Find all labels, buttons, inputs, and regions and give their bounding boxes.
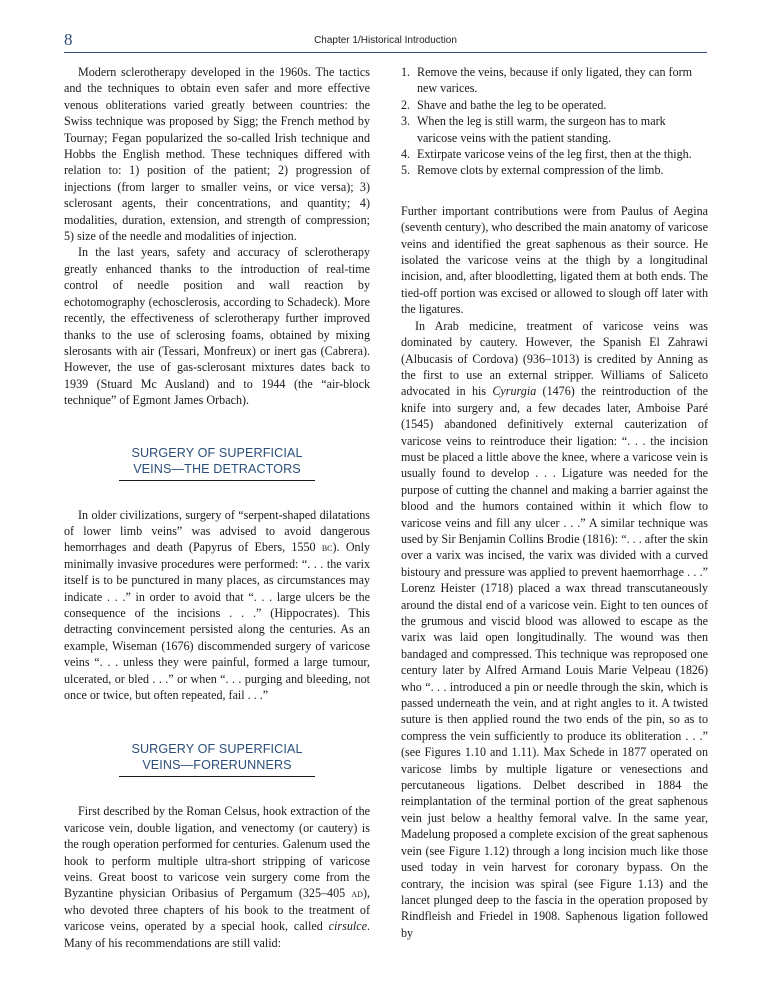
section-heading-line: VEINS—THE DETRACTORS bbox=[133, 461, 301, 476]
page-header bbox=[64, 30, 707, 53]
left-column bbox=[64, 64, 370, 951]
section-heading-detractors bbox=[64, 445, 370, 481]
section-heading-forerunners bbox=[64, 741, 370, 777]
section-heading-line: VEINS—FORERUNNERS bbox=[142, 758, 292, 773]
recommendations-list bbox=[401, 64, 708, 179]
section-heading-line: SURGERY OF SUPERFICIAL bbox=[131, 742, 303, 757]
paragraph-arab-medicine: In Arab medicine, treatment of varicose veins was dominated by cautery. However, the Spanish El Zahrawi (Albucasis of Cordova) (936–1013) is credited by Anning as the first to use an external stripper. Williams of Saliceto advocated in his Cyrurgia (1476) the reintroduction of the knife into surgery and, a few decades later, Amboise Paré (1545) abandoned definitively external cauterization of varicose veins to reintroduce their ligation: “. . . the incision must be placed a little above the knee, where a varicose vein is usually found to develop . . . Ligature was needed for the purpose of cutting the channel and making a barrier against the blood and the humors contained within it which flow to varicose veins and fill any ulcer . . .” A similar technique was used by Sir Benjamin Collins Brodie (1816): “. . . after the skin over a varix was incised, the varix was divided with a curved bistoury and pressure was applied to prevent haemorrhage . . .” Lorenz Heister (1718) placed a wax thread transcutaneously around the distal end of a varicose vein. Eight to ten ounces of the grumous and viscid blood was allowed to escape as the varix was laid open longitudinally. The wound was then bandaged and compressed. This technique was reproposed one century later by Alfred Armand Louis Marie Velpeau (1826) who “. . . introduced a pin or needle through the skin, which is passed underneath the vein, and at right angles to it. A twisted suture is then applied round the two ends of the pin, so as to compress the vein sufficiently to produce its obliteration . . .” (see Figures 1.10 and 1.11). Max Schede in 1877 operated on varicose limbs by multiple ligature or venesections and percutaneous ligations. Delbet described in 1884 the reimplantation of the terminal portion of the great saphenous vein just below a healthy femoral valve. In the same year, Madelung proposed a complete excision of the great saphenous vein (see Figure 1.12) through a long incision much like those used today in vein harvest for coronary bypass. On the contrary, the incision was spiral (see Figure 1.13) and the lancet plunged deep to the fascia in the operation proposed by Rindfleish and Friedel in 1908. Saphenous ligation followed by bbox=[401, 318, 709, 940]
list-item: 2. Shave and bathe the leg to be operated. bbox=[401, 97, 607, 112]
section-rule bbox=[119, 776, 315, 777]
list-item: 1. Remove the veins, because if only ligated, they can form new varices. bbox=[401, 65, 693, 96]
list-item: 3. When the leg is still warm, the surgeon has to mark varicose veins with the patient standing. bbox=[401, 114, 666, 145]
paragraph-paulus: Further important contributions were from Paulus of Aegina (seventh century), who described the main anatomy of varicose veins and identified the great saphenous as their source. He isolated the varicose veins at the thigh by a longitudinal incision, and, after bloodletting, ligated them at both ends. The tied-off portion was excised or allowed to slough off later with the ligatures. bbox=[401, 203, 708, 317]
paragraph-sclerotherapy-history: Modern sclerotherapy developed in the 1960s. The tactics and the techniques to obtain even safer and more effective venous obliterations varied greatly between countries: the Swiss technique was proposed by Sigg; the French method by Tournay; Fegan popularized the so-called Irish technique and Hobbs the English method. These techniques differed with relation to: 1) position of the patient; 2) progression of injections (from larger to smaller veins, or vice versa); 3) sclerosant agents, their concentrations, and quantity; 4) modalities, duration, extension, and strength of compression; 5) size of the needle and modalities of injection. bbox=[64, 65, 370, 244]
paragraph-detractors: In older civilizations, surgery of “serpent-shaped dilatations of lower limb veins” was advised to avoid dangerous hemorrhages and death (Papyrus of Ebers, 1550 bc). Only minimally invasive procedures were performed: “. . . the varix itself is to be punctured in many places, as circumstances may indicate . . .” in order to avoid that “. . . large ulcers be the consequence of the incisions . . .” (Hippocrates). This detracting convincement persisted along the centuries. As an example, Wiseman (1676) discommended surgery of varicose veins “. . . unless they were painful, formed a large tumour, ulcerated, or bled . . .” or when “. . . purging and bleeding, not once or twice, but often repeated, fail . . .” bbox=[64, 507, 371, 702]
running-title: Chapter 1/Historical Introduction bbox=[314, 35, 457, 46]
right-column bbox=[401, 64, 708, 941]
section-heading-line: SURGERY OF SUPERFICIAL bbox=[131, 445, 303, 460]
list-item: 4. Extirpate varicose veins of the leg first, then at the thigh. bbox=[401, 147, 692, 162]
paragraph-sclerotherapy-advances: In the last years, safety and accuracy of sclerotherapy greatly enhanced thanks to the introduction of real-time control of needle position and wall reaction by echotomography (echosclerosis, according to Schadeck). More recently, the effectiveness of sclerotherapy further improved thanks to the use of sclerosing foams, obtained by mixing slerosants with air (Tessari, Monfreux) or inert gas (Cabrera). However, the use of gas-sclerosant mixtures dates back to 1939 (Stuard Mc Ausland) and to 1944 (the “air-block technique” of Egmont James Orbach). bbox=[64, 245, 370, 408]
section-rule bbox=[119, 480, 315, 481]
page-number: 8 bbox=[64, 30, 73, 49]
list-item: 5. Remove clots by external compression of the limb. bbox=[401, 163, 664, 178]
paragraph-forerunners: First described by the Roman Celsus, hook extraction of the varicose vein, double ligation, and venectomy (or cautery) is the rough operation performed for centuries. Galenum used the hook to perform multiple ultra-short stripping of varicose veins. Great boost to varicose vein surgery come from the Byzantine physician Oribasius of Pergamum (325–405 ad), who devoted three chapters of his book to the treatment of varicose veins, operated by a special hook, called cirsulce. Many of his recommendations are still valid: bbox=[64, 804, 370, 950]
